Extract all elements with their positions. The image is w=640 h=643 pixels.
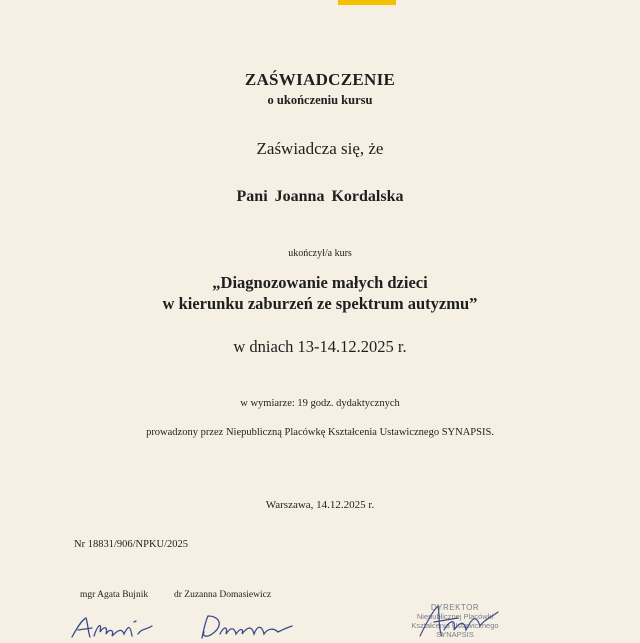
course-hours: w wymiarze: 19 godz. dydaktycznych — [240, 398, 400, 409]
course-provider: prowadzony przez Niepubliczną Placówkę Kształcenia Ustawicznego SYNAPSIS. — [146, 427, 494, 438]
signer-1-name: mgr Agata Bujnik — [80, 590, 149, 600]
recipient-name: Pani Joanna Kordalska — [236, 188, 404, 205]
course-dates: w dniach 13-14.12.2025 r. — [233, 337, 407, 356]
completed-text: ukończył/a kurs — [288, 248, 352, 259]
director-signature-image — [414, 600, 504, 640]
certificate-subtitle: o ukończeniu kursu — [267, 93, 373, 107]
course-title-line-2: w kierunku zaburzeń ze spektrum autyzmu” — [162, 294, 478, 313]
stamp-line-3: SYNAPSIS — [436, 630, 474, 639]
course-title-line-1: „Diagnozowanie małych dzieci — [212, 273, 428, 292]
signature-1-image — [68, 612, 158, 640]
registration-number: Nr 18831/906/NPKU/2025 — [74, 539, 189, 550]
certificate-title: ZAŚWIADCZENIE — [244, 70, 396, 89]
signature-2-image — [196, 610, 296, 640]
place-and-date: Warszawa, 14.12.2025 r. — [265, 499, 375, 511]
yellow-tab-marker — [338, 0, 396, 5]
stamp-title: DYREKTOR — [430, 603, 480, 612]
signer-2-name: dr Zuzanna Domasiewicz — [174, 590, 272, 600]
stamp-line-1: Niepublicznej Placówki — [416, 612, 494, 621]
certifies-text: Zaświadcza się, że — [256, 139, 384, 158]
stamp-line-2: Kształcenia Ustawicznego — [411, 621, 499, 630]
